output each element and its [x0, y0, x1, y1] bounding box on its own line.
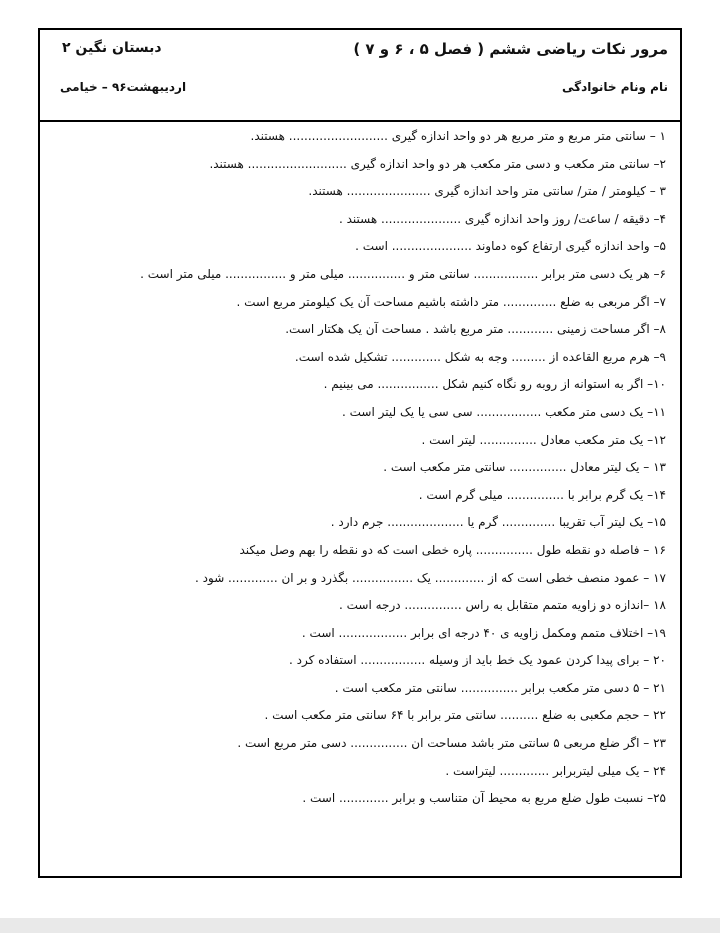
worksheet-header [40, 30, 680, 122]
question-4: ۴– دقیقه / ساعت/ روز واحد اندازه گیری ..................... هستند . [338, 211, 666, 226]
question-15: ۱۵– یک لیتر آب تقریبا .............. گرم یا .................... جرم دارد . [330, 515, 666, 530]
question-23: ۲۳ – اگر ضلع مربعی ۵ سانتی متر باشد مساحت ان ............... دسی متر مربع است . [237, 736, 666, 751]
question-11: ۱۱– یک دسی متر مکعب ................. سی سی یا یک لیتر است . [342, 404, 666, 419]
question-24: ۲۴ – یک میلی لیتربرابر ............. لیتراست . [445, 763, 666, 778]
question-19: ۱۹– اختلاف متمم ومکمل زاویه ی ۴۰ درجه ای برابر .................. است . [301, 625, 666, 640]
question-9: ۹– هرم مربع القاعده از ......... وجه به شکل ............. تشکیل شده است. [294, 349, 666, 364]
page-bottom-edge [0, 918, 720, 933]
question-5: ۵– واحد اندازه گیری ارتفاع کوه دماوند ..................... است . [355, 239, 666, 254]
date-teacher: اردیبهشت۹۶ – خیامی [60, 80, 187, 94]
question-12: ۱۲– یک متر مکعب معادل ............... لیتر است . [421, 432, 666, 447]
question-list [50, 123, 666, 813]
question-22: ۲۲ – حجم مکعبی به ضلع .......... سانتی متر برابر با ۶۴ سانتی متر مکعب است . [264, 708, 666, 723]
question-25: ۲۵– نسبت طول ضلع مربع به محیط آن متناسب و برابر ............. است . [302, 791, 666, 806]
question-3: ۳ – کیلومتر / متر/ سانتی متر واحد اندازه گیری ...................... هستند. [308, 184, 666, 199]
question-7: ۷– اگر مربعی به ضلع .............. متر داشته باشیم مساحت آن یک کیلومتر مربع است . [236, 294, 666, 309]
question-13: ۱۳ – یک لیتر معادل ............... سانتی متر مکعب است . [383, 460, 666, 475]
school-name: دبستان نگین ۲ [62, 40, 162, 56]
question-16: ۱۶ – فاصله دو نقطه طول ............... پاره خطی است که دو نقطه را بهم وصل میکند [239, 542, 666, 557]
question-1: ۱ – سانتی متر مربع و متر مربع هر دو واحد اندازه گیری .......................... هستند. [250, 129, 666, 143]
question-21: ۲۱ – ۵ دسی متر مکعب برابر ............... سانتی متر مکعب است . [334, 680, 666, 695]
question-18: ۱۸ –اندازه دو زاویه متمم متقابل به راس ............... درجه است . [339, 598, 666, 613]
question-2: ۲– سانتی متر مکعب و دسی متر مکعب هر دو واحد اندازه گیری .......................... هستند. [209, 156, 666, 171]
worksheet [38, 28, 682, 878]
student-name-label: نام ونام خانوادگی [561, 80, 668, 94]
question-20: ۲۰ – برای پیدا کردن عمود یک خط باید از وسیله ................. استفاده کرد . [289, 653, 666, 668]
question-10: ۱۰– اگر به استوانه از روبه رو نگاه کنیم شکل ................ می بینیم . [323, 377, 666, 392]
worksheet-title: مرور نکات ریاضی ششم ( فصل ۵ ، ۶ و ۷ ) [353, 40, 668, 58]
question-6: ۶– هر یک دسی متر برابر ................. سانتی متر و ............... میلی متر و ................ میلی متر است . [140, 266, 666, 281]
question-8: ۸– اگر مساحت زمینی ............ متر مربع باشد . مساحت آن یک هکتار است. [285, 322, 666, 337]
question-14: ۱۴– یک گرم برابر با ............... میلی گرم است . [418, 487, 666, 502]
question-17: ۱۷ – عمود منصف خطی است که از ............. یک ................ بگذرد و بر ان ............. شود . [195, 570, 666, 585]
